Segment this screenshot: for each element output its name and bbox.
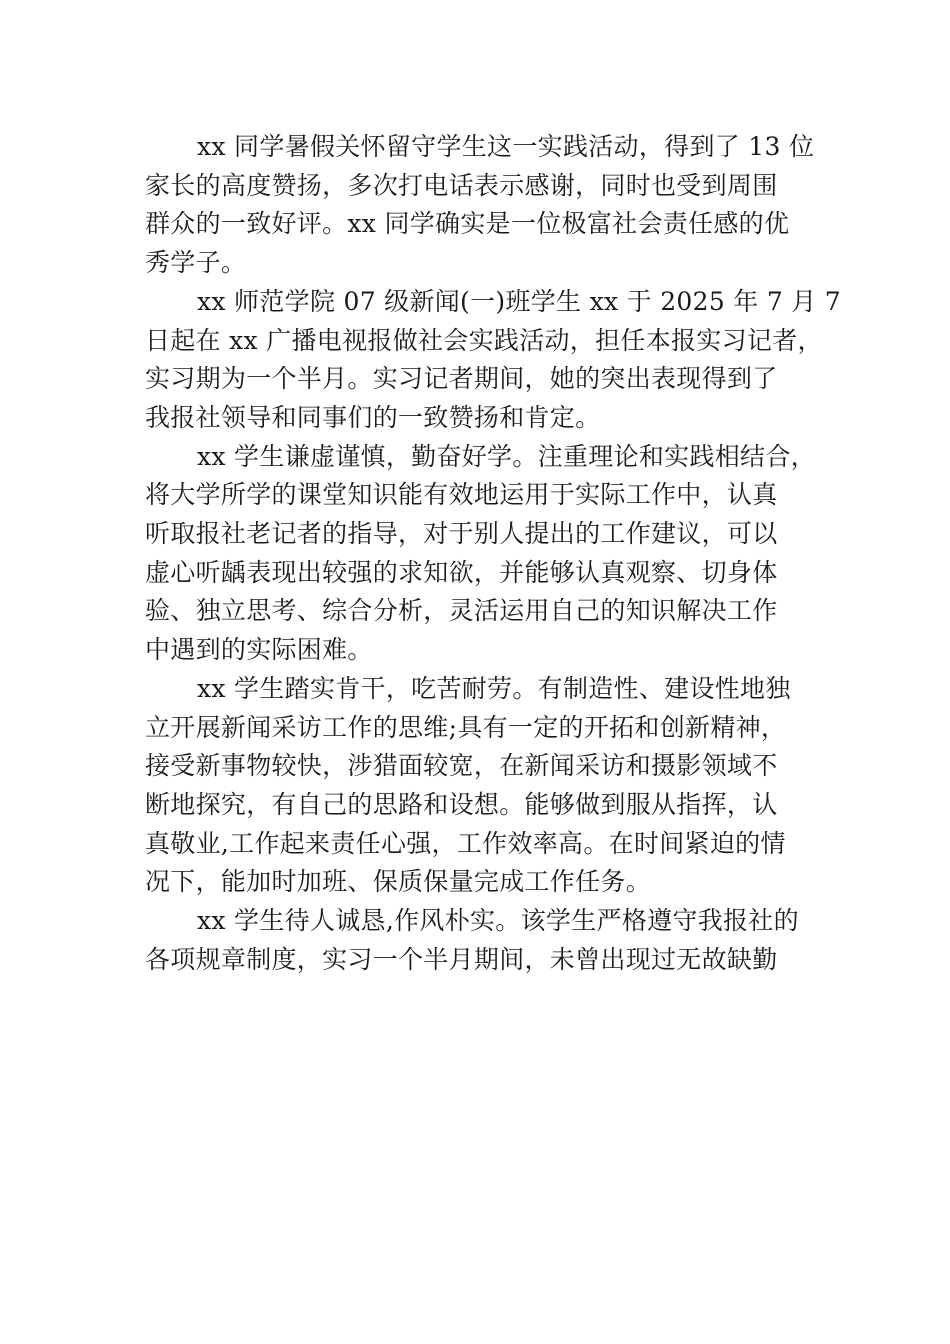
text-line: 日起在 xx 广播电视报做社会实践活动，担任本报实习记者， (145, 325, 823, 355)
paragraph-2 (145, 283, 842, 438)
text-line: 实习期为一个半月。实习记者期间，她的突出表现得到了 (145, 364, 778, 394)
text-line: 验、独立思考、综合分析，灵活运用自己的知识解决工作 (145, 596, 778, 626)
text-line: xx 师范学院 07 级新闻(一)班学生 xx 于 2025 年 7 月 7 (197, 286, 842, 316)
paragraph-1 (145, 128, 815, 283)
text-line: 将大学所学的课堂知识能有效地运用于实际工作中，认真 (145, 480, 778, 510)
text-line: 我报社领导和同事们的一致赞扬和肯定。 (145, 402, 601, 432)
text-line: 断地探究，有自己的思路和设想。能够做到服从指挥，认 (145, 789, 778, 819)
text-line: 各项规章制度，实习一个半月期间，未曾出现过无故缺勤 (145, 944, 778, 974)
paragraph-4 (145, 670, 805, 902)
text-line: 况下，能加时加班、保质保量完成工作任务。 (145, 867, 652, 897)
paragraph-5 (145, 902, 805, 979)
text-line: xx 同学暑假关怀留守学生这一实践活动，得到了 13 位 (197, 132, 815, 161)
text-line: 听取报社老记者的指导，对于别人提出的工作建议，可以 (145, 519, 778, 549)
text-line: xx 学生待人诚恳,作风朴实。该学生严格遵守我报社的 (197, 906, 799, 936)
document-body (145, 128, 842, 979)
text-line: 家长的高度赞扬，多次打电话表示感谢，同时也受到周围 (145, 170, 778, 200)
text-line: 中遇到的实际困难。 (145, 635, 373, 665)
text-line: 立开展新闻采访工作的思维;具有一定的开拓和创新精神， (145, 712, 787, 742)
text-line: 接受新事物较快，涉猎面较宽，在新闻采访和摄影领域不 (145, 751, 778, 781)
paragraph-3 (145, 438, 816, 670)
text-line: 群众的一致好评。xx 同学确实是一位极富社会责任感的优 (145, 209, 790, 239)
text-line: 真敬业,工作起来责任心强，工作效率高。在时间紧迫的情 (145, 828, 786, 858)
text-line: xx 学生谦虚谨慎，勤奋好学。注重理论和实践相结合， (197, 441, 816, 471)
text-line: 秀学子。 (145, 248, 247, 278)
text-line: 虚心听龋表现出较强的求知欲，并能够认真观察、切身体 (145, 557, 778, 587)
text-line: xx 学生踏实肯干，吃苦耐劳。有制造性、建设性地独 (197, 673, 791, 703)
